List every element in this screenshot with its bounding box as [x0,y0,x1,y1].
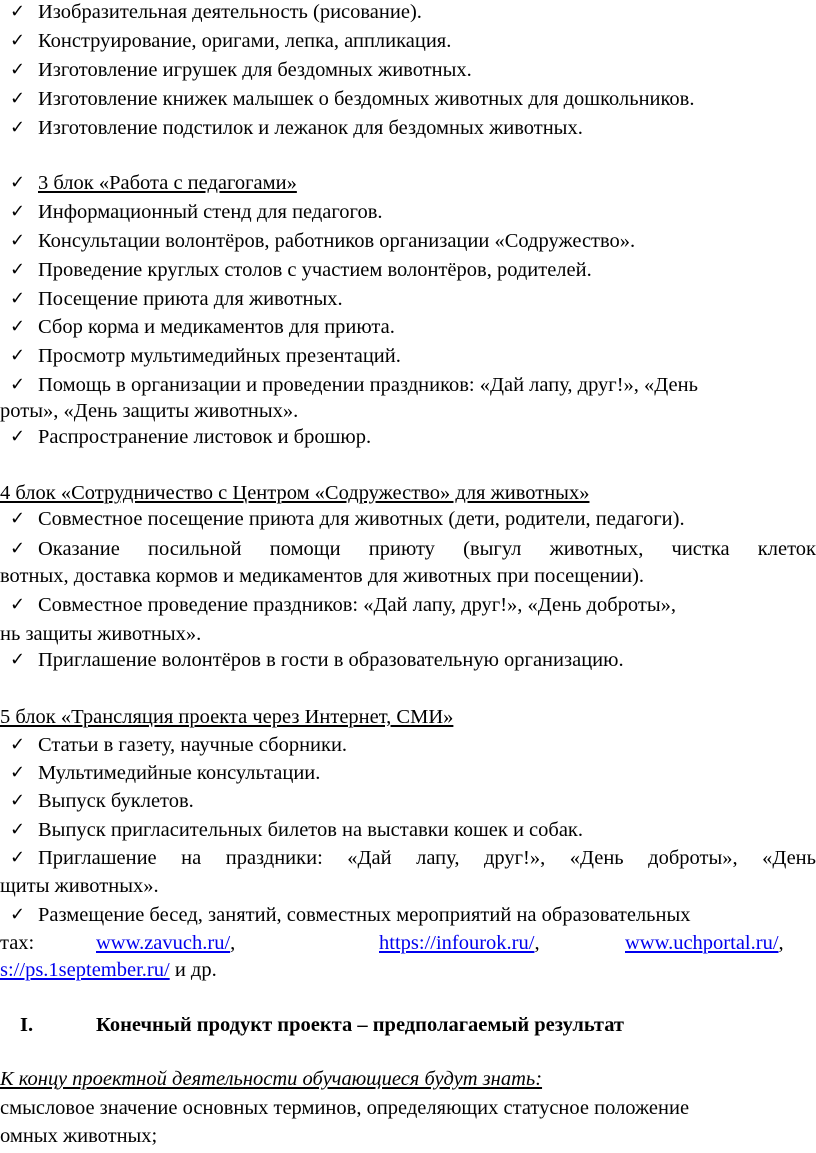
check-icon: ✓ [10,201,26,222]
check-icon: ✓ [10,819,26,840]
list-item: Посещение приюта для животных. [38,288,343,310]
check-icon: ✓ [10,904,26,925]
list-item: Оказание посильной помощи приюту (выгул животных, чистка клеток [38,538,816,560]
check-icon: ✓ [10,508,26,529]
list-item: Размещение бесед, занятий, совместных мероприятий на образовательных [38,904,691,926]
list-item: Совместное посещение приюта для животных (дети, родители, педагоги). [38,508,685,530]
check-icon: ✓ [10,259,26,280]
check-icon: ✓ [10,594,26,615]
check-icon: ✓ [10,847,26,868]
list-item-continuation: нь защиты животных». [0,623,202,645]
list-item: Просмотр мультимедийных презентаций. [38,345,401,367]
outcome-line: омных животных; [0,1125,158,1147]
check-icon: ✓ [10,538,26,559]
link-uchportal[interactable]: www.uchportal.ru/ [625,932,779,954]
check-icon: ✓ [10,288,26,309]
list-item: Изготовление игрушек для бездомных животных. [38,59,472,81]
check-icon: ✓ [10,345,26,366]
check-icon: ✓ [10,59,26,80]
block5-heading: 5 блок «Трансляция проекта через Интернет, СМИ» [0,706,454,728]
check-icon: ✓ [10,117,26,138]
check-icon: ✓ [10,790,26,811]
link-1september-group: s://ps.1september.ru/ и др. [0,959,217,981]
list-item: Конструирование, оригами, лепка, аппликация. [38,30,452,52]
link-1september[interactable]: s://ps.1september.ru/ [0,959,170,981]
list-item-continuation: щиты животных». [0,875,159,897]
check-icon: ✓ [10,88,26,109]
list-item: Выпуск буклетов. [38,790,194,812]
list-item-continuation: роты», «День защиты животных». [0,400,299,422]
outcome-intro: К концу проектной деятельности обучающиеся будут знать: [0,1068,543,1090]
list-item: Выпуск пригласительных билетов на выставки кошек и собак. [38,819,584,841]
check-icon: ✓ [10,762,26,783]
section-title: Конечный продукт проекта – предполагаемый результат [96,1014,624,1036]
outcome-line: смысловое значение основных терминов, определяющих статусное положение [0,1097,690,1119]
list-item: Изобразительная деятельность (рисование). [38,1,422,23]
list-item: Консультации волонтёров, работников организации «Содружество». [38,230,636,252]
list-item: Приглашение волонтёров в гости в образовательную организацию. [38,649,624,671]
list-item: Совместное проведение праздников: «Дай лапу, друг!», «День доброты», [38,594,677,616]
list-item: Статьи в газету, научные сборники. [38,734,348,756]
link-infourok[interactable]: https://infourok.ru/ [379,932,535,954]
list-item: Помощь в организации и проведении праздников: «Дай лапу, друг!», «День [38,374,698,396]
block3-heading: 3 блок «Работа с педагогами» [38,172,297,194]
list-item: Распространение листовок и брошюр. [38,426,372,448]
list-item: Проведение круглых столов с участием волонтёров, родителей. [38,259,592,281]
list-item: Мультимедийные консультации. [38,762,321,784]
link-infourok-group: https://infourok.ru/, [379,932,540,954]
list-item: Изготовление подстилок и лежанок для бездомных животных. [38,117,583,139]
list-item: Сбор корма и медикаментов для приюта. [38,316,395,338]
check-icon: ✓ [10,426,26,447]
check-icon: ✓ [10,172,26,193]
link-zavuch-group: www.zavuch.ru/, [96,932,236,954]
link-uchportal-group: www.uchportal.ru/, [625,932,784,954]
check-icon: ✓ [10,316,26,337]
check-icon: ✓ [10,230,26,251]
check-icon: ✓ [10,649,26,670]
list-item: Приглашение на праздники: «Дай лапу, друг!», «День доброты», «День [38,847,816,869]
section-numeral: I. [20,1014,34,1036]
check-icon: ✓ [10,374,26,395]
check-icon: ✓ [10,1,26,22]
list-item: Информационный стенд для педагогов. [38,201,383,223]
list-item: Изготовление книжек малышек о бездомных животных для дошкольников. [38,88,695,110]
check-icon: ✓ [10,30,26,51]
sites-prefix: тах: [0,932,35,954]
list-item-continuation: вотных, доставка кормов и медикаментов для животных при посещении). [0,565,645,587]
link-zavuch[interactable]: www.zavuch.ru/ [96,932,231,954]
check-icon: ✓ [10,734,26,755]
block4-heading: 4 блок «Сотрудничество с Центром «Содружество» для животных» [0,482,590,504]
